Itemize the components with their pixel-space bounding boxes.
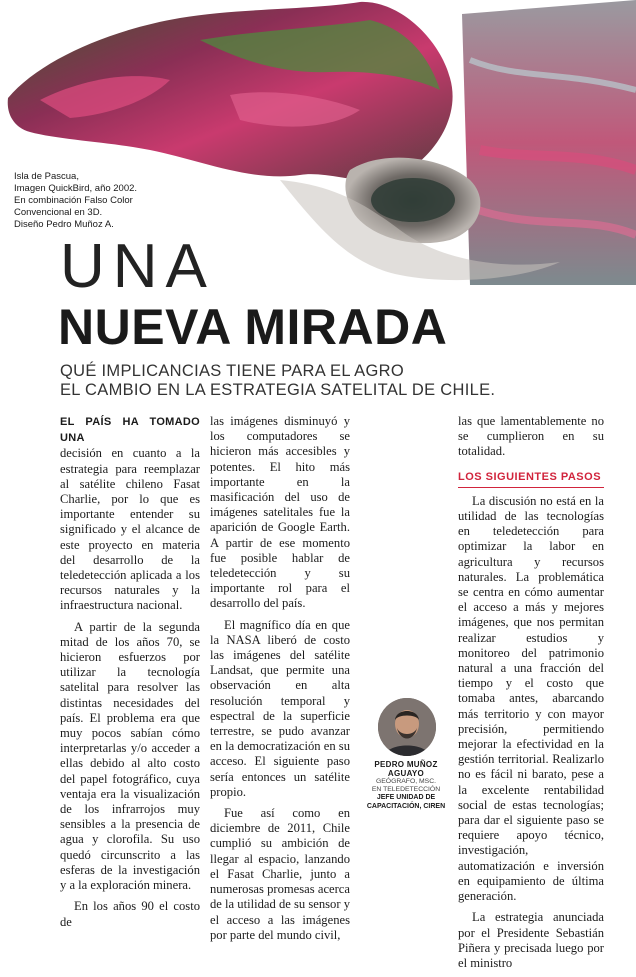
caption-line: Imagen QuickBird, año 2002. xyxy=(14,183,138,194)
headline-line-2: NUEVA MIRADA xyxy=(58,299,448,355)
paragraph: El magnífico día en que la NASA liberó de costo las imágenes del satélite Landsat, que permite una observación en alta resolución temporal y espectral de la superficie terrestre, se pudo avanzar en la democratización en su acceso. El siguiente paso sería entonces un satélite propio. xyxy=(210,617,350,799)
author-name: PEDRO MUÑOZ AGUAYO xyxy=(374,760,438,778)
paragraph-text: decisión en cuanto a la estrategia para reemplazar al satélite chileno Fasat Charlie, por lo que es importante entender su significado y el alcance de este proyecto en materia del desarrollo de la teledetección aplicada a los recursos naturales y la infraestructura nacional. xyxy=(60,446,200,613)
caption-line: En combinación Falso Color xyxy=(14,195,133,206)
author-position: CAPACITACIÓN, CIREN xyxy=(366,802,446,810)
article-column-1 xyxy=(60,414,200,936)
caption-line: Convencional en 3D. xyxy=(14,207,103,218)
lead-in: EL PAÍS HA TOMADO UNA xyxy=(60,416,200,445)
paragraph: En los años 90 el costo de xyxy=(60,899,200,929)
paragraph: las imágenes disminuyó y los computadores se hicieron más accesibles y potentes. El hito más importante en la masificación del uso de imágenes satelitales fue la aparición de Google Earth. A partir de ese momento fue posible hablar de teledetección y su importante rol para el desarrollo del país. xyxy=(210,414,350,611)
image-caption xyxy=(14,171,204,231)
author-photo xyxy=(378,698,436,756)
paragraph xyxy=(60,414,200,614)
author-credit xyxy=(356,760,456,811)
author-avatar xyxy=(378,698,436,756)
subheadline-line-1: QUÉ IMPLICANCIAS TIENE PARA EL AGRO xyxy=(60,362,404,380)
section-heading: LOS SIGUIENTES PASOS xyxy=(458,470,604,488)
aerial-photo-panel xyxy=(462,0,636,285)
author-role: GEÓGRAFO, MSC. xyxy=(375,778,437,785)
article-column-3 xyxy=(458,414,604,977)
article-column-2 xyxy=(210,414,350,949)
paragraph: Fue así como en diciembre de 2011, Chile cumplió su ambición de llegar al espacio, lanzando el Fasat Charlie, junto a numerosas promesas acerca de la utilidad de su sensor y el acceso a las imágenes por parte del mundo civil, xyxy=(210,806,350,942)
author-role: EN TELEDETECCIÓN xyxy=(371,786,441,793)
headline-line-1: UNA xyxy=(60,232,215,301)
caption-line: Isla de Pascua, xyxy=(14,171,79,182)
subheadline xyxy=(60,362,580,400)
paragraph: A partir de la segunda mitad de los años 70, se hicieron esfuerzos por utilizar la tecnología satelital para resolver las distintas necesidades del país. El problema era que muy pocos sabían cómo interpretarlas y/o acceder a ellas debido al alto costo del papel fotográfico, cuya ventaja era la visualización de los infrarrojos muy sensibles a la presencia de agua y clorofila. Su uso quedó circunscrito a las esferas de la investigación y a la exploración minera. xyxy=(60,619,200,893)
paragraph: La discusión no está en la utilidad de las tecnologías en teledetección para optimizar la labor en agricultura y recursos naturales. La problemática se centra en cómo aumentar el acceso a más y mejores imágenes, que nos permitan realizar estudios y monitoreo del patrimonio natural a una fracción del tiempo y el costo que tomaba antes, abarcando más territorio y con mayor precisión, permitiendo mejorar la efectividad en la gestión territorial. Realizarlo no es fácil ni barato, pese a la excelente rentabilidad social de estas tecnologías; para dar el siguiente paso se requiere apoyo técnico, investigación, automatización e inversión en equipamiento de última generación. xyxy=(458,493,604,904)
author-position: JEFE UNIDAD DE xyxy=(376,794,436,801)
subheadline-line-2: EL CAMBIO EN LA ESTRATEGIA SATELITAL DE CHILE. xyxy=(60,381,496,399)
paragraph: La estrategia anunciada por el Presidente Sebastián Piñera y precisada luego por el ministro xyxy=(458,910,604,970)
paragraph: las que lamentablemente no se cumplieron en su totalidad. xyxy=(458,414,604,459)
caption-line: Diseño Pedro Muñoz A. xyxy=(14,219,114,230)
